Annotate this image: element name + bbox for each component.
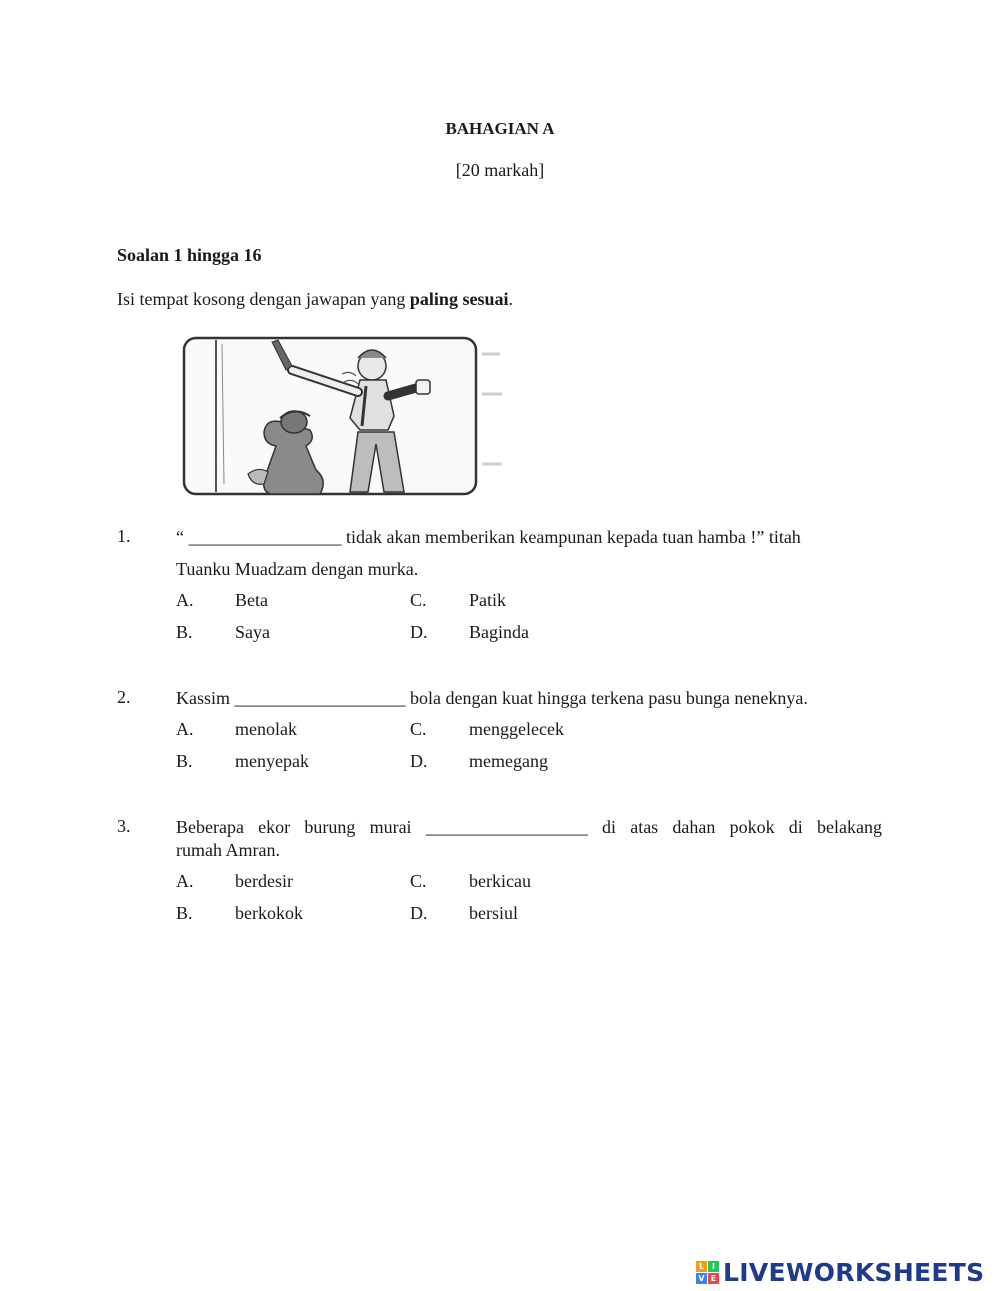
section-label: Soalan 1 hingga 16 — [117, 245, 262, 265]
option-text[interactable]: Baginda — [469, 622, 529, 642]
logo-tile: E — [708, 1273, 719, 1284]
option-letter[interactable]: C. — [410, 590, 427, 610]
logo-tile: I — [708, 1261, 719, 1272]
question-text-line2: rumah Amran. — [176, 840, 280, 860]
option-text[interactable]: berkokok — [235, 903, 303, 923]
logo-tile: V — [696, 1273, 707, 1284]
instruction-end: . — [508, 289, 513, 309]
option-letter[interactable]: A. — [176, 719, 194, 739]
illustration-king-and-servant — [182, 334, 504, 504]
option-text[interactable]: berdesir — [235, 871, 293, 891]
liveworksheets-logo[interactable] — [696, 1256, 984, 1288]
logo-icon — [696, 1261, 719, 1284]
option-letter[interactable]: B. — [176, 622, 193, 642]
option-letter[interactable]: B. — [176, 751, 193, 771]
question-text-line1: “ _________________ tidak akan memberikan keampunan kepada tuan hamba !” titah — [176, 527, 801, 547]
option-text[interactable]: menolak — [235, 719, 297, 739]
instruction-text: Isi tempat kosong dengan jawapan yang — [117, 289, 410, 309]
option-text[interactable]: bersiul — [469, 903, 518, 923]
option-text[interactable]: menggelecek — [469, 719, 564, 739]
question-text-line2: Tuanku Muadzam dengan murka. — [176, 559, 419, 579]
option-letter[interactable]: A. — [176, 590, 194, 610]
question-text-line1: Beberapa ekor burung murai __________________ di atas dahan pokok di belakang — [176, 817, 882, 837]
option-text[interactable]: berkicau — [469, 871, 531, 891]
question-number: 3. — [117, 816, 131, 836]
logo-tile: L — [696, 1261, 707, 1272]
option-text[interactable]: Beta — [235, 590, 268, 610]
option-letter[interactable]: B. — [176, 903, 193, 923]
option-letter[interactable]: A. — [176, 871, 194, 891]
question-number: 2. — [117, 687, 131, 707]
option-letter[interactable]: D. — [410, 903, 428, 923]
option-letter[interactable]: D. — [410, 751, 428, 771]
logo-wordmark: LIVEWORKSHEETS — [723, 1257, 985, 1287]
instruction — [117, 289, 513, 310]
option-text[interactable]: menyepak — [235, 751, 309, 771]
option-text[interactable]: memegang — [469, 751, 548, 771]
option-letter[interactable]: C. — [410, 719, 427, 739]
option-letter[interactable]: C. — [410, 871, 427, 891]
question-text-line1: Kassim ___________________ bola dengan kuat hingga terkena pasu bunga neneknya. — [176, 688, 808, 708]
option-text[interactable]: Saya — [235, 622, 270, 642]
option-text[interactable]: Patik — [469, 590, 507, 610]
page-title: BAHAGIAN A — [445, 119, 555, 138]
option-letter[interactable]: D. — [410, 622, 428, 642]
question-number: 1. — [117, 526, 131, 546]
marks-label: [20 markah] — [455, 160, 545, 180]
instruction-emphasis: paling sesuai — [409, 289, 509, 309]
